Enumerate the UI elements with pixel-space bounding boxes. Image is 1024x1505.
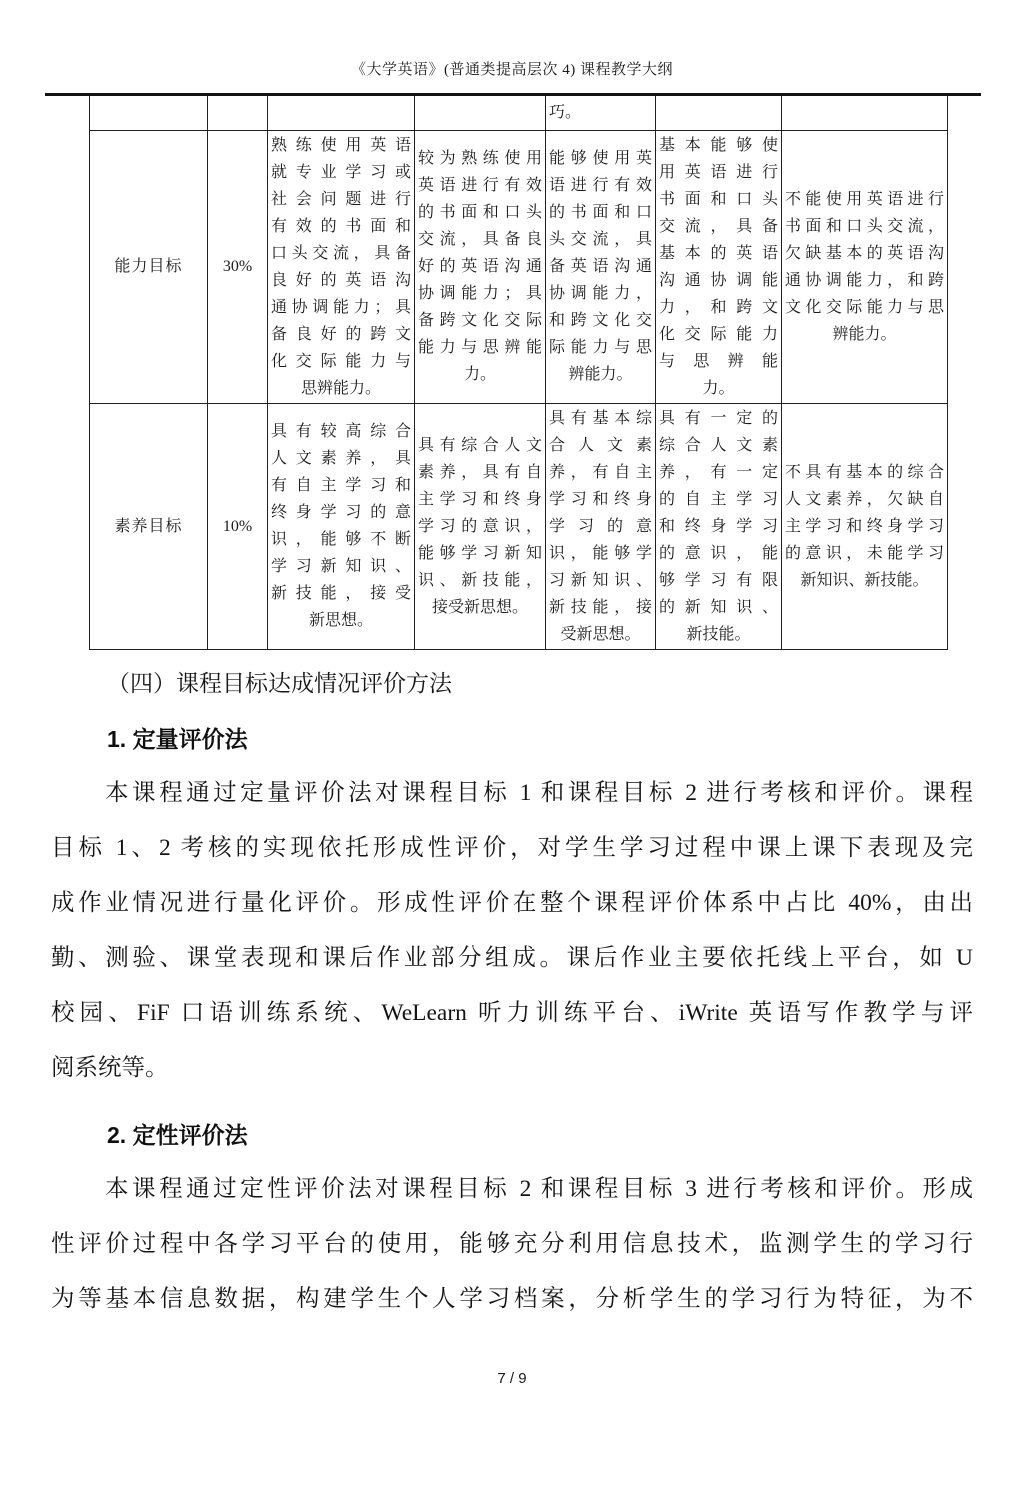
section-heading-evaluation-methods: （四）课程目标达成情况评价方法: [107, 670, 452, 696]
subsection-title-qualitative: 2. 定性评价法: [107, 1121, 248, 1148]
row-weight: 10%: [208, 403, 268, 649]
rubric-cell-medium: 能够使用英 语进行有效 的书面和口 头交流，具 备英语沟通 协调能力， 和跨文化交 际能力与思 辨能力。: [546, 130, 656, 403]
paragraph-qualitative: 本课程通过定性评价法对课程目标 2 和课程目标 3 进行考核和评价。形成 性评价过程中各学习平台的使用，能够充分利用信息技术，监测学生的学习行 为等基本信息数据，构建学生个人学习档案，分析学生的学习行为特征，为不: [51, 1175, 973, 1312]
rubric-cell-fail: 不能使用英语进行 书面和口头交流， 欠缺基本的英语沟 通协调能力，和跨 文化交际能力与思 辨能力。: [782, 130, 948, 403]
carry-empty-cell: [415, 96, 546, 130]
carry-empty-cell: [268, 96, 415, 130]
table-row-capability-objective: [90, 130, 948, 403]
rubric-cell-excellent: 熟练使用英语 就专业学习或 社会问题进行 有效的书面和 口头交流，具备 良好的英语沟 通协调能力；具 备良好的跨文 化交际能力与 思辨能力。: [268, 130, 415, 403]
objectives-rubric-table: [89, 96, 948, 650]
carry-empty-cell: [208, 96, 268, 130]
row-label: 素养目标: [90, 403, 208, 649]
rubric-cell-pass: 基本能够使 用英语进行 书面和口头 交流，具备 基本的英语 沟通协调能 力，和跨文 化交际能力 与思辨能 力。: [656, 130, 782, 403]
carryover-text-cell: 巧。: [546, 96, 656, 130]
table-row-competence-objective: [90, 403, 948, 649]
row-label: 能力目标: [90, 130, 208, 403]
rubric-cell-good: 较为熟练使用 英语进行有效 的书面和口头 交流，具备良 好的英语沟通 协调能力；具 备跨文化交际 能力与思辨能 力。: [415, 130, 546, 403]
row-weight: 30%: [208, 130, 268, 403]
carry-empty-cell: [782, 96, 948, 130]
page-number: 7 / 9: [497, 1370, 527, 1387]
rubric-cell-fail: 不具有基本的综合 人文素养，欠缺自 主学习和终身学习 的意识，未能学习 新知识、新技能。: [782, 403, 948, 649]
subsection-title-quantitative: 1. 定量评价法: [107, 725, 248, 752]
rubric-cell-excellent: 具有较高综合 人文素养，具 有自主学习和 终身学习的意 识，能够不断 学习新知识、 新技能，接受 新思想。: [268, 403, 415, 649]
carry-empty-cell: [656, 96, 782, 130]
rubric-cell-medium: 具有基本综 合人文素 养，有自主 学习和终身 学习的意 识，能够学 习新知识、 新技能，接 受新思想。: [546, 403, 656, 649]
rubric-cell-good: 具有综合人文 素养，具有自 主学习和终身 学习的意识， 能够学习新知 识、新技能， 接受新思想。: [415, 403, 546, 649]
paragraph-quantitative: 本课程通过定量评价法对课程目标 1 和课程目标 2 进行考核和评价。课程 目标 1、2 考核的实现依托形成性评价，对学生学习过程中课上课下表现及完 成作业情况进行量化评价。形成性评价在整个课程评价体系中占比 40%，由出 勤、测验、课堂表现和课后作业部分组成。课后作业主要依托线上平台，如 U 校园、FiF 口语训练系统、WeLearn 听力训练平台、iWrite 英语写作教学与评 阅系统等。: [51, 779, 973, 1081]
document-page: [0, 58, 1024, 1327]
page-header-title: 《大学英语》(普通类提高层次 4) 课程教学大纲: [351, 62, 673, 78]
carry-empty-cell: [90, 96, 208, 130]
table-row-carryover: [90, 96, 948, 130]
rubric-cell-pass: 具有一定的 综合人文素 养，有一定 的自主学习 和终身学习 的意识，能 够学习有限 的新知识、 新技能。: [656, 403, 782, 649]
